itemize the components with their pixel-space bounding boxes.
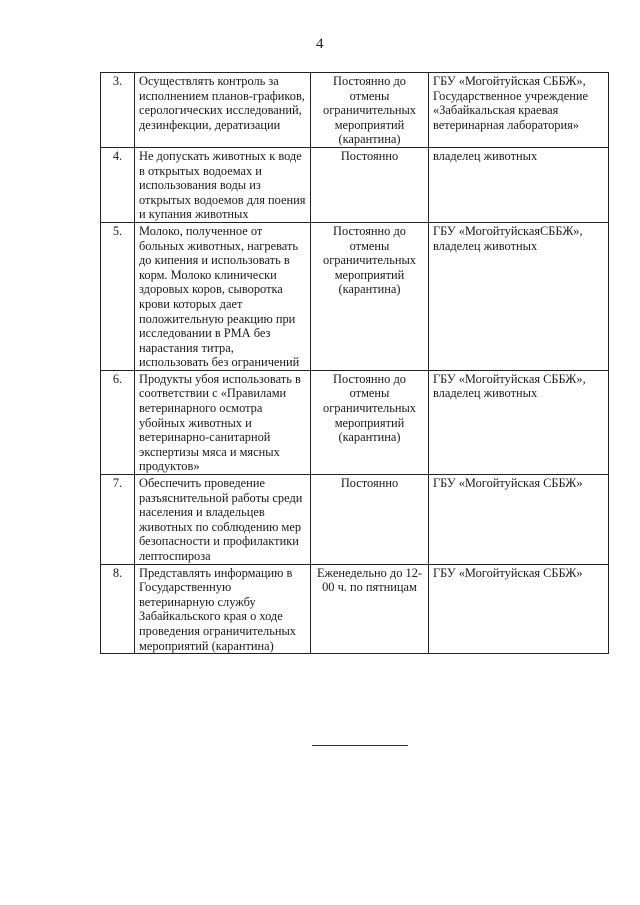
row-term: Постоянно [311, 475, 429, 565]
row-term: Постоянно до отмены ограничительных мероприятий (карантина) [311, 73, 429, 148]
row-action: Не допускать животных к воде в открытых водоемах и использования воды из открытых водоемов для поения и купания животных [135, 147, 311, 222]
row-number: 4. [101, 147, 135, 222]
row-action: Осуществлять контроль за исполнением планов-графиков, серологических исследований, дезинфекции, дератизации [135, 73, 311, 148]
row-term: Еженедельно до 12-00 ч. по пятницам [311, 564, 429, 654]
row-number: 6. [101, 370, 135, 474]
row-number: 8. [101, 564, 135, 654]
table-row [101, 73, 609, 148]
page-number: 4 [316, 36, 324, 52]
row-number: 5. [101, 222, 135, 370]
row-action: Обеспечить проведение разъяснительной работы среди населения и владельцев животных по соблюдению мер безопасности и профилактики лептоспироза [135, 475, 311, 565]
row-responsible: ГБУ «Могойтуйская СББЖ», владелец животных [429, 370, 609, 474]
row-responsible: ГБУ «МогойтуйскаяСББЖ», владелец животных [429, 222, 609, 370]
row-action: Представлять информацию в Государственную ветеринарную службу Забайкальского края о ходе проведения ограничительных мероприятий (карантина) [135, 564, 311, 654]
closing-line [312, 745, 408, 746]
row-responsible: ГБУ «Могойтуйская СББЖ» [429, 564, 609, 654]
row-responsible: ГБУ «Могойтуйская СББЖ», Государственное учреждение «Забайкальская краевая ветеринарная лаборатория» [429, 73, 609, 148]
row-responsible: ГБУ «Могойтуйская СББЖ» [429, 475, 609, 565]
row-action: Молоко, полученное от больных животных, нагревать до кипения и использовать в корм. Молоко клинически здоровых коров, сыворотка крови которых дает положительную реакцию при исследовании в РМА без нарастания титра, использовать без ограничений [135, 222, 311, 370]
row-action: Продукты убоя использовать в соответствии с «Правилами ветеринарного осмотра убойных животных и ветеринарно-санитарной экспертизы мяса и мясных продуктов» [135, 370, 311, 474]
table-row [101, 475, 609, 565]
measures-table [100, 72, 609, 654]
row-term: Постоянно до отмены ограничительных мероприятий (карантина) [311, 370, 429, 474]
table-row [101, 222, 609, 370]
row-number: 3. [101, 73, 135, 148]
table-row [101, 147, 609, 222]
row-number: 7. [101, 475, 135, 565]
table-row [101, 564, 609, 654]
table-row [101, 370, 609, 474]
row-term: Постоянно [311, 147, 429, 222]
row-responsible: владелец животных [429, 147, 609, 222]
row-term: Постоянно до отмены ограничительных мероприятий (карантина) [311, 222, 429, 370]
